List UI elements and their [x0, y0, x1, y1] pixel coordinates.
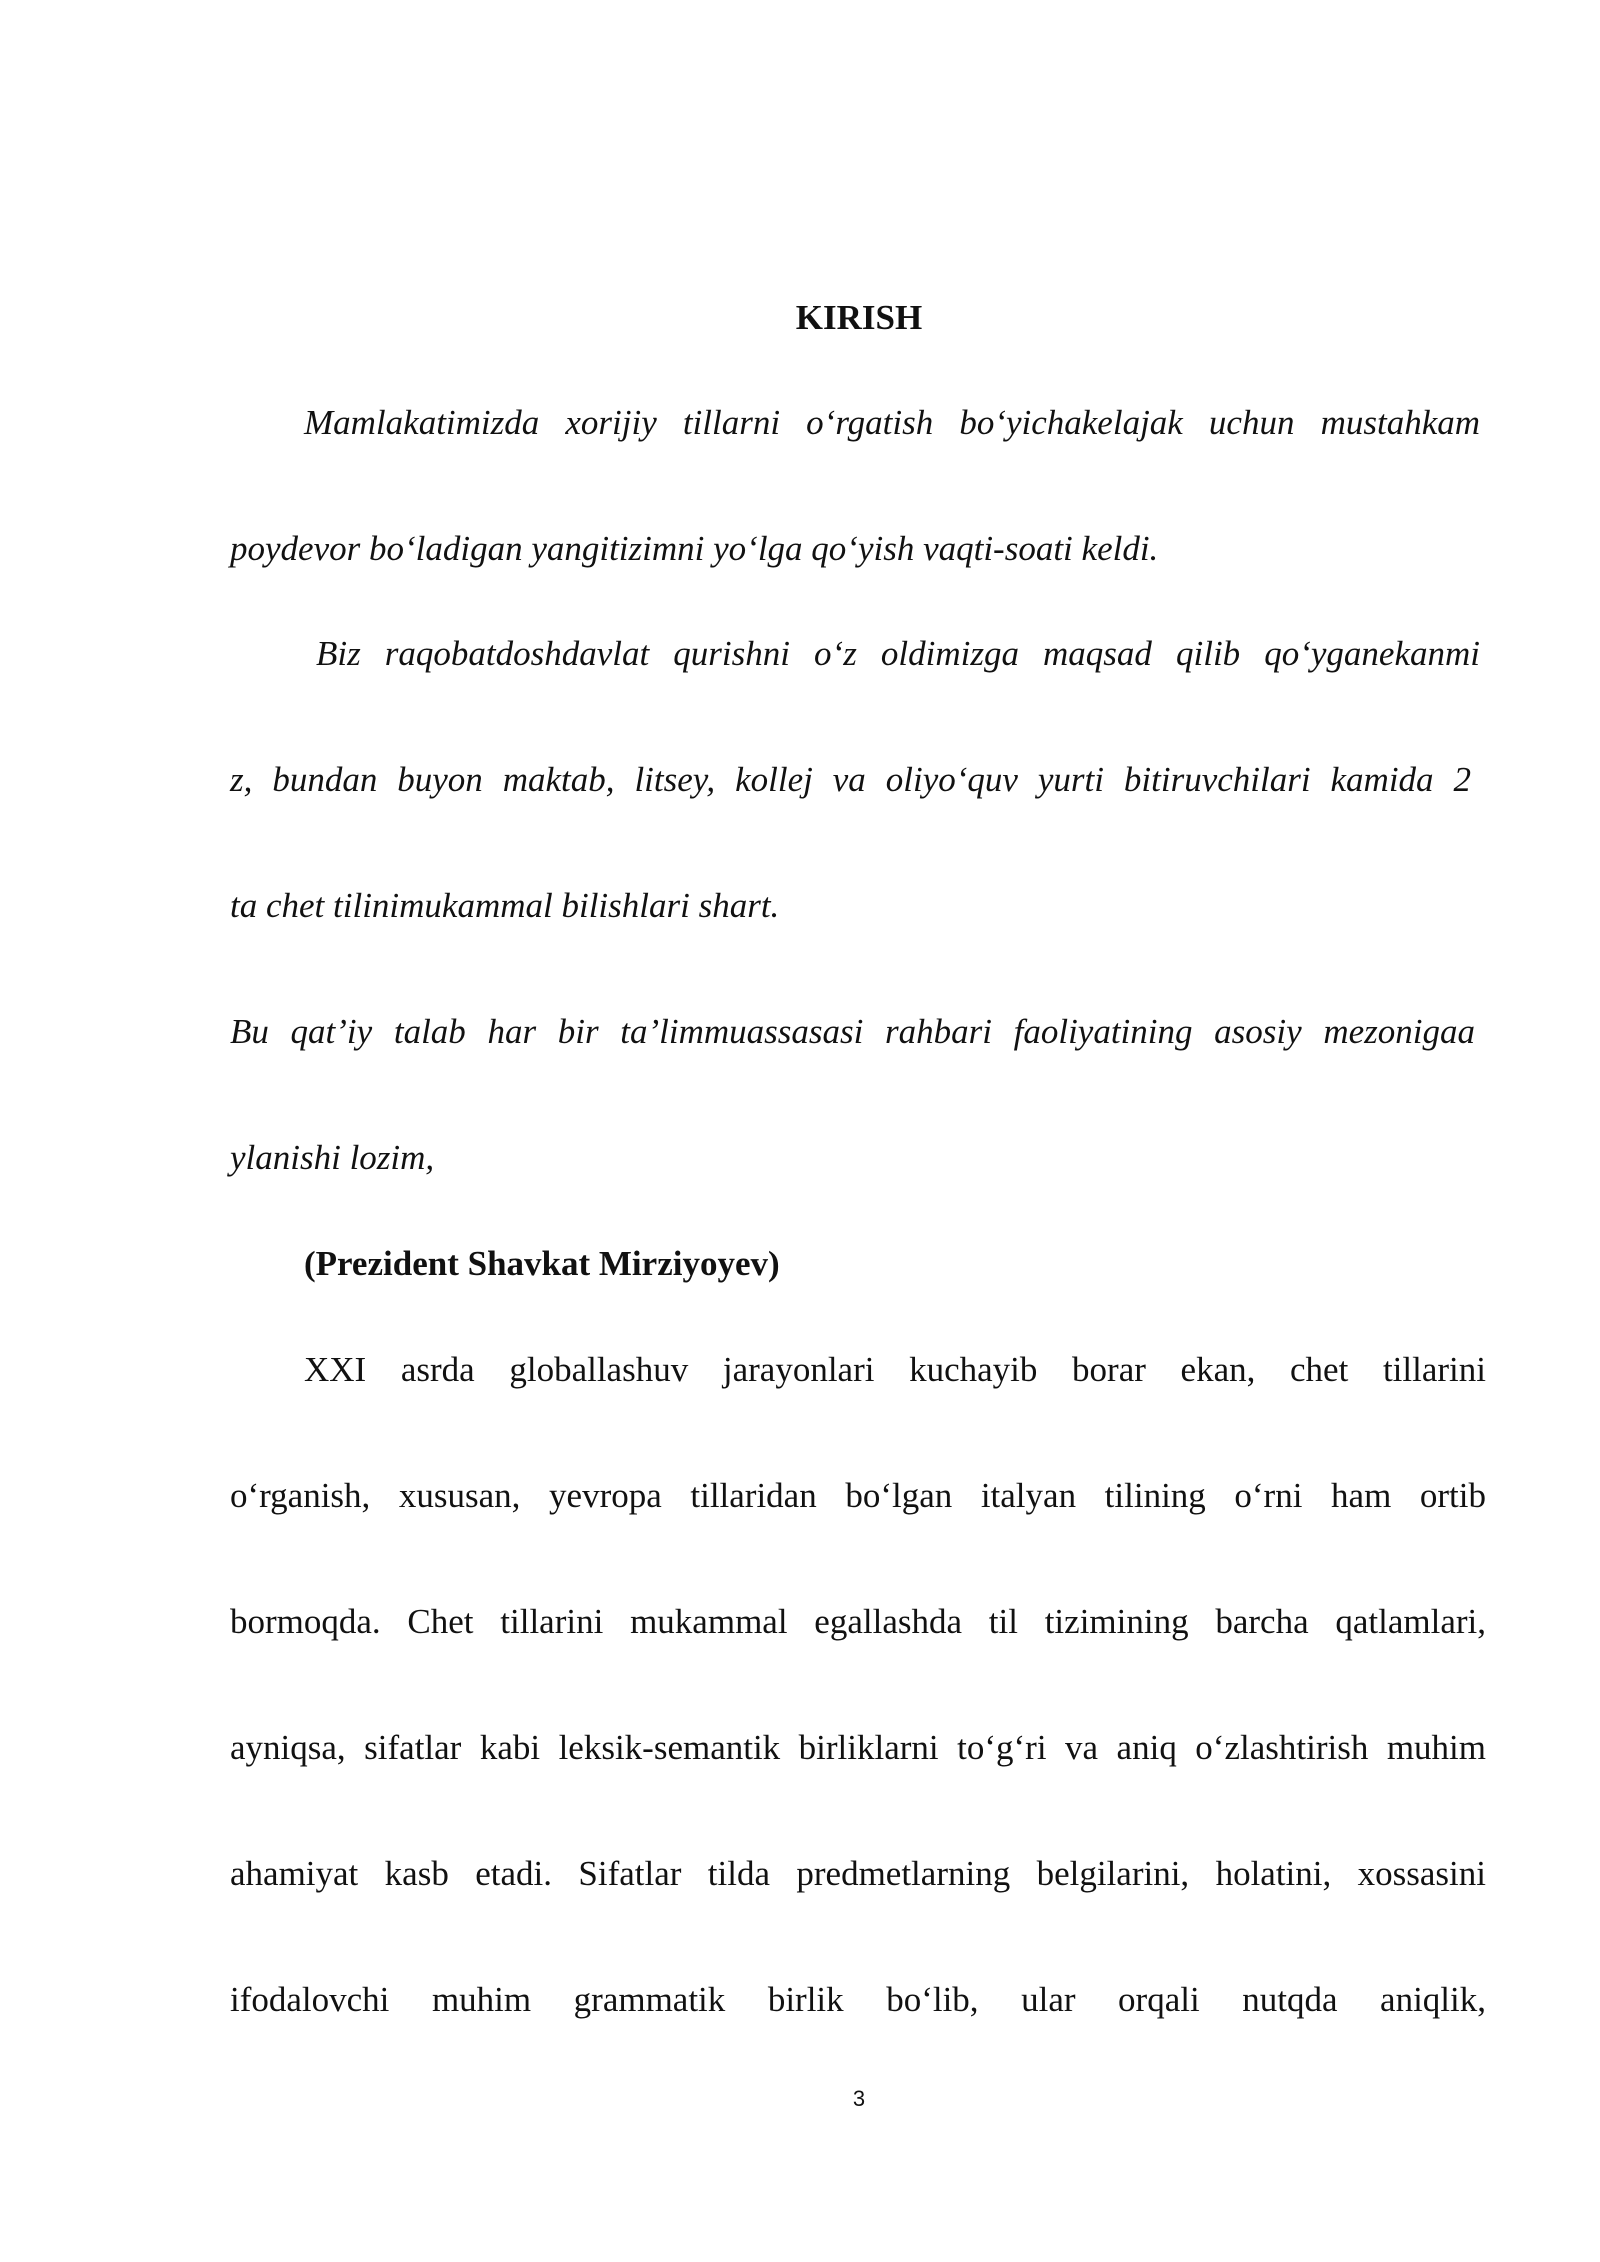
- page-title: KIRISH: [795, 298, 923, 337]
- body-line: XXI asrda globallashuv jarayonlari kuchayib borar ekan, chet tillarini: [304, 1350, 1486, 1389]
- body-line: bormoqda. Chet tillarini mukammal egallashda til tizimining barcha qatlamlari,: [230, 1602, 1486, 1641]
- epigraph-line: Bu qat’iy talab har bir ta’limmuassasasi rahbari faoliyatining asosiy mezonigaa: [230, 1012, 1475, 1051]
- epigraph-line: ylanishi lozim,: [230, 1138, 435, 1177]
- epigraph-line: Biz raqobatdoshdavlat qurishni o‘z oldimizga maqsad qilib qo‘yganekanmi: [316, 634, 1480, 673]
- body-line: ayniqsa, sifatlar kabi leksik-semantik birliklarni to‘g‘ri va aniq o‘zlashtirish muhim: [230, 1728, 1486, 1767]
- epigraph-line: z, bundan buyon maktab, litsey, kollej va oliyo‘quv yurti bitiruvchilari kamida 2: [230, 760, 1471, 799]
- body-line: ahamiyat kasb etadi. Sifatlar tilda predmetlarning belgilarini, holatini, xossasini: [230, 1854, 1486, 1893]
- page-number: 3: [852, 2086, 866, 2111]
- epigraph-attribution: (Prezident Shavkat Mirziyoyev): [304, 1244, 780, 1283]
- epigraph-line: ta chet tilinimukammal bilishlari shart.: [230, 886, 780, 925]
- epigraph-line: poydevor bo‘ladigan yangitizimni yo‘lga qo‘yish vaqti-soati keldi.: [230, 529, 1159, 568]
- body-line: o‘rganish, xususan, yevropa tillaridan bo‘lgan italyan tilining o‘rni ham ortib: [230, 1476, 1486, 1515]
- epigraph-line: Mamlakatimizda xorijiy tillarni o‘rgatish bo‘yichakelajak uchun mustahkam: [304, 403, 1480, 442]
- body-line: ifodalovchi muhim grammatik birlik bo‘lib, ular orqali nutqda aniqlik,: [230, 1980, 1486, 2019]
